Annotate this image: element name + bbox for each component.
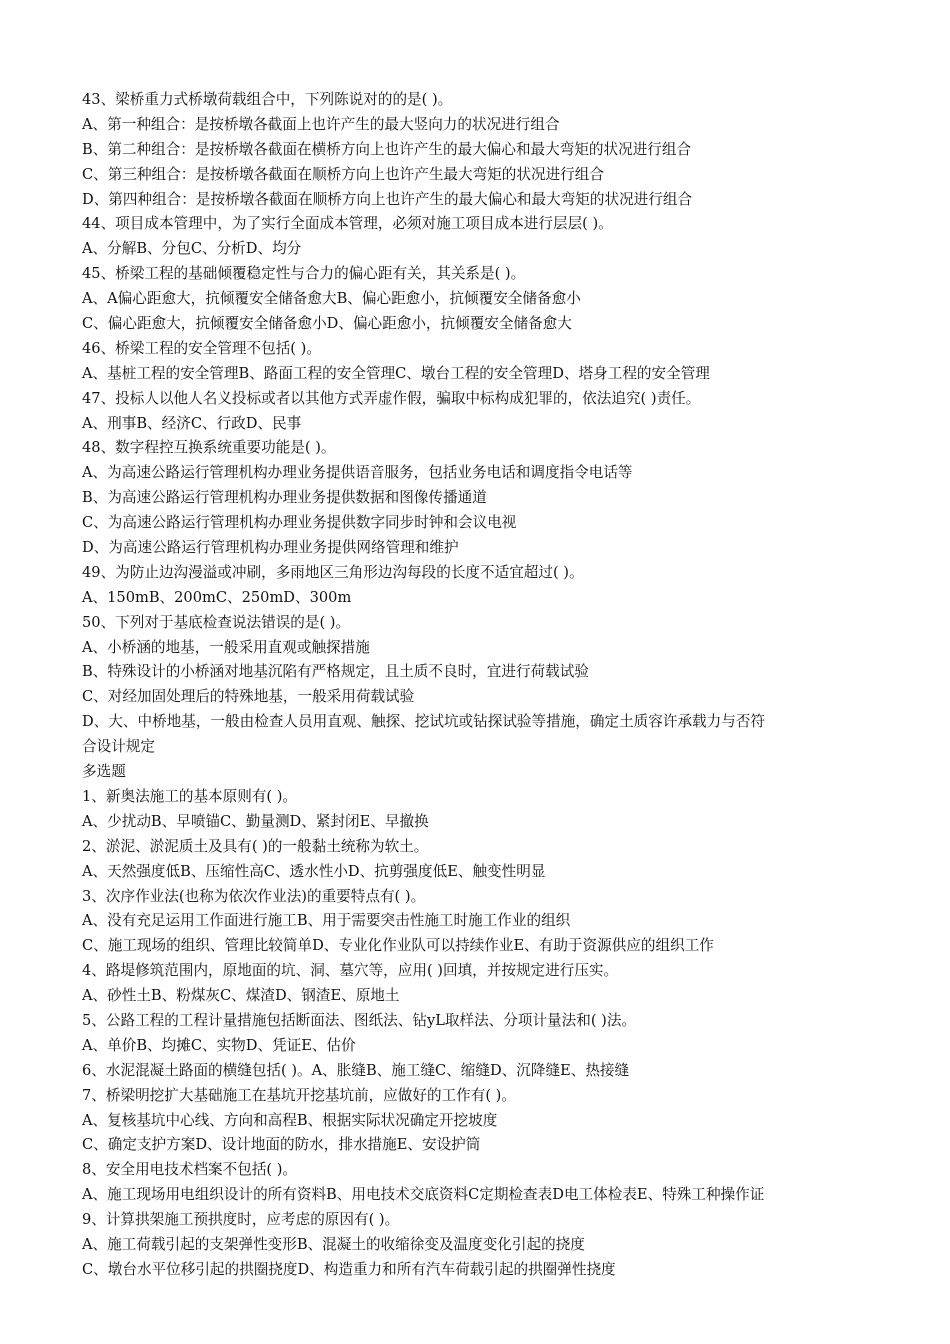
text-line: C、偏心距愈大，抗倾覆安全储备愈小D、偏心距愈小，抗倾覆安全储备愈大 xyxy=(82,315,572,333)
text-line: A、单价B、均摊C、实物D、凭证E、估价 xyxy=(82,1036,356,1054)
text-line: 1、新奥法施工的基本原则有( )。 xyxy=(82,787,298,805)
text-line: A、小桥涵的地基，一般采用直观或触探措施 xyxy=(82,638,370,656)
text-line: C、第三种组合：是按桥墩各截面在顺桥方向上也许产生最大弯矩的状况进行组合 xyxy=(82,165,604,183)
text-line: A、基桩工程的安全管理B、路面工程的安全管理C、墩台工程的安全管理D、塔身工程的安全管理 xyxy=(82,364,710,382)
text-line: C、施工现场的组织、管理比较简单D、专业化作业队可以持续作业E、有助于资源供应的组织工作 xyxy=(82,937,714,955)
text-line: C、墩台水平位移引起的拱圈挠度D、构造重力和所有汽车荷载引起的拱圈弹性挠度 xyxy=(82,1260,616,1278)
text-line: C、对经加固处理后的特殊地基，一般采用荷载试验 xyxy=(82,688,415,706)
text-line: A、A偏心距愈大，抗倾覆安全储备愈大B、偏心距愈小，抗倾覆安全储备愈小 xyxy=(82,290,581,308)
text-line: A、为高速公路运行管理机构办理业务提供语音服务，包括业务电话和调度指令电话等 xyxy=(82,464,633,482)
text-line: 5、公路工程的工程计量措施包括断面法、图纸法、钻yL取样法、分项计量法和( )法。 xyxy=(82,1011,637,1029)
text-line: 49、为防止边沟漫溢或冲刷，多雨地区三角形边沟每段的长度不适宜超过( )。 xyxy=(82,563,584,581)
text-line: 45、桥梁工程的基础倾覆稳定性与合力的偏心距有关，其关系是( )。 xyxy=(82,265,526,283)
text-line: 2、淤泥、淤泥质土及具有( )的一般黏土统称为软土。 xyxy=(82,837,429,855)
text-line: B、特殊设计的小桥涵对地基沉陷有严格规定，且土质不良时，宜进行荷载试验 xyxy=(82,663,589,681)
text-line: 6、水泥混凝土路面的横缝包括( )。A、胀缝B、施工缝C、缩缝D、沉降缝E、热接缝 xyxy=(82,1061,630,1079)
text-line: 4、路堤修筑范围内，原地面的坑、洞、墓穴等，应用( )回填，并按规定进行压实。 xyxy=(82,962,619,980)
text-line: A、天然强度低B、压缩性高C、透水性小D、抗剪强度低E、触变性明显 xyxy=(82,862,546,880)
text-line: 9、计算拱架施工预拱度时，应考虑的原因有( )。 xyxy=(82,1211,400,1229)
text-line: C、确定支护方案D、设计地面的防水，排水措施E、安设护筒 xyxy=(82,1136,481,1154)
text-line: D、为高速公路运行管理机构办理业务提供网络管理和维护 xyxy=(82,539,459,557)
text-line: 46、桥梁工程的安全管理不包括( )。 xyxy=(82,339,321,357)
text-line: A、刑事B、经济C、行政D、民事 xyxy=(82,414,302,432)
text-line: 44、项目成本管理中，为了实行全面成本管理，必须对施工项目成本进行层层( )。 xyxy=(82,215,613,233)
text-line: 48、数字程控互换系统重要功能是( )。 xyxy=(82,439,336,457)
text-line: 3、次序作业法(也称为依次作业法)的重要特点有( )。 xyxy=(82,887,426,905)
text-line: 43、梁桥重力式桥墩荷载组合中，下列陈说对的的是( )。 xyxy=(82,91,453,108)
text-line: B、第二种组合：是按桥墩各截面在横桥方向上也许产生的最大偏心和最大弯矩的状况进行组合 xyxy=(82,140,692,158)
text-line: A、施工荷载引起的支架弹性变形B、混凝土的收缩徐变及温度变化引起的挠度 xyxy=(82,1235,585,1253)
text-line: 47、投标人以他人名义投标或者以其他方式弄虚作假，骗取中标构成犯罪的，依法追究( )责任。 xyxy=(82,389,701,407)
text-line: A、没有充足运用工作面进行施工B、用于需要突击性施工时施工作业的组织 xyxy=(82,912,571,930)
text-line: A、分解B、分包C、分析D、均分 xyxy=(82,240,302,258)
text-line: A、施工现场用电组织设计的所有资料B、用电技术交底资料C定期检查表D电工体检表E、特殊工种操作证 xyxy=(82,1186,765,1204)
text-line: A、150mB、200mC、250mD、300m xyxy=(82,588,352,606)
text-line: A、复核基坑中心线、方向和高程B、根据实际状况确定开挖坡度 xyxy=(82,1111,498,1129)
text-line: D、第四种组合：是按桥墩各截面在顺桥方向上也许产生的最大偏心和最大弯矩的状况进行组合 xyxy=(82,190,693,208)
text-line: 合设计规定 xyxy=(82,738,155,756)
text-line: 7、桥梁明挖扩大基础施工在基坑开挖基坑前，应做好的工作有( )。 xyxy=(82,1086,516,1104)
text-line: D、大、中桥地基，一般由检查人员用直观、触探、挖试坑或钻探试验等措施，确定土质容许承载力与否符 xyxy=(82,713,766,731)
document-body xyxy=(82,88,882,1283)
text-line: A、少扰动B、早喷锚C、勤量测D、紧封闭E、早撤换 xyxy=(82,812,429,830)
text-line: 50、下列对于基底检查说法错误的是( )。 xyxy=(82,613,351,631)
text-line: C、为高速公路运行管理机构办理业务提供数字同步时钟和会议电视 xyxy=(82,514,517,532)
text-line: A、砂性土B、粉煤灰C、煤渣D、钢渣E、原地土 xyxy=(82,987,400,1005)
text-line: A、第一种组合：是按桥墩各截面上也许产生的最大竖向力的状况进行组合 xyxy=(82,115,560,133)
text-line: 8、安全用电技术档案不包括( )。 xyxy=(82,1161,298,1179)
text-line: B、为高速公路运行管理机构办理业务提供数据和图像传播通道 xyxy=(82,489,487,507)
text-line: 多选题 xyxy=(82,763,126,781)
